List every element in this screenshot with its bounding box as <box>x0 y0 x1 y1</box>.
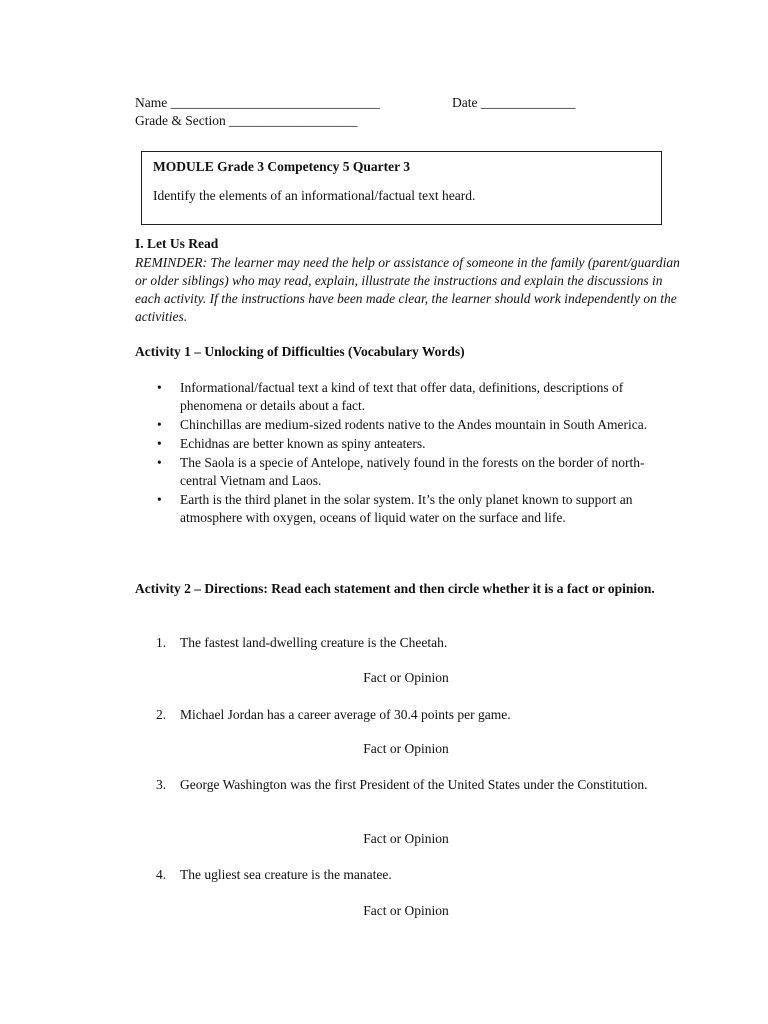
list-item <box>135 379 680 415</box>
reminder-text: REMINDER: The learner may need the help or assistance of someone in the family (parent/guardian or older siblings) who may read, explain, illustrate the instructions and explain the discussions in each activity. If the instructions have been made clear, the learner should work independently on the activities. <box>135 255 680 324</box>
list-item-text: Informational/factual text a kind of text that offer data, definitions, descriptions of phenomena or details about a fact. <box>180 380 624 413</box>
question-number: 4. <box>156 867 167 882</box>
module-box <box>141 151 662 225</box>
bullet-icon: • <box>157 380 162 395</box>
activity2-heading: Activity 2 – Directions: Read each statement and then circle whether it is a fact or opinion. <box>135 581 655 596</box>
list-item <box>135 416 680 434</box>
date-field-label: Date ______________ <box>452 95 576 110</box>
question-2 <box>135 706 680 724</box>
fact-or-opinion-choice-3[interactable]: Fact or Opinion <box>363 831 449 846</box>
question-text: George Washington was the first President of the United States under the Constitution. <box>180 777 648 792</box>
fact-or-opinion-choice-1[interactable]: Fact or Opinion <box>363 670 449 685</box>
list-item-text: Earth is the third planet in the solar system. It’s the only planet known to support an atmosphere with oxygen, oceans of liquid water on the surface and life. <box>180 492 633 525</box>
list-item-text: Chinchillas are medium-sized rodents native to the Andes mountain in South America. <box>180 417 648 432</box>
list-item-text: The Saola is a specie of Antelope, natively found in the forests on the border of north-central Vietnam and Laos. <box>180 455 645 488</box>
fact-or-opinion-choice-2[interactable]: Fact or Opinion <box>363 741 449 756</box>
module-title: MODULE Grade 3 Competency 5 Quarter 3 <box>153 159 410 174</box>
question-4 <box>135 866 680 884</box>
list-item <box>135 435 680 453</box>
question-text: The ugliest sea creature is the manatee. <box>180 867 392 882</box>
vocabulary-list <box>135 379 680 528</box>
question-3 <box>135 776 680 794</box>
question-number: 3. <box>156 777 167 792</box>
question-1 <box>135 634 680 652</box>
bullet-icon: • <box>157 455 162 470</box>
list-item <box>135 454 680 490</box>
section-heading-let-us-read: I. Let Us Read <box>135 236 219 251</box>
name-field-label: Name _______________________________ <box>135 95 380 110</box>
bullet-icon: • <box>157 436 162 451</box>
list-item <box>135 491 680 527</box>
grade-section-field-label: Grade & Section ___________________ <box>135 113 358 128</box>
question-text: Michael Jordan has a career average of 30.4 points per game. <box>180 707 511 722</box>
question-number: 1. <box>156 635 167 650</box>
question-text: The fastest land-dwelling creature is the Cheetah. <box>180 635 448 650</box>
question-number: 2. <box>156 707 167 722</box>
bullet-icon: • <box>157 417 162 432</box>
bullet-icon: • <box>157 492 162 507</box>
list-item-text: Echidnas are better known as spiny anteaters. <box>180 436 426 451</box>
activity1-heading: Activity 1 – Unlocking of Difficulties (Vocabulary Words) <box>135 344 465 359</box>
fact-or-opinion-choice-4[interactable]: Fact or Opinion <box>363 903 449 918</box>
module-description: Identify the elements of an informational/factual text heard. <box>153 188 476 203</box>
